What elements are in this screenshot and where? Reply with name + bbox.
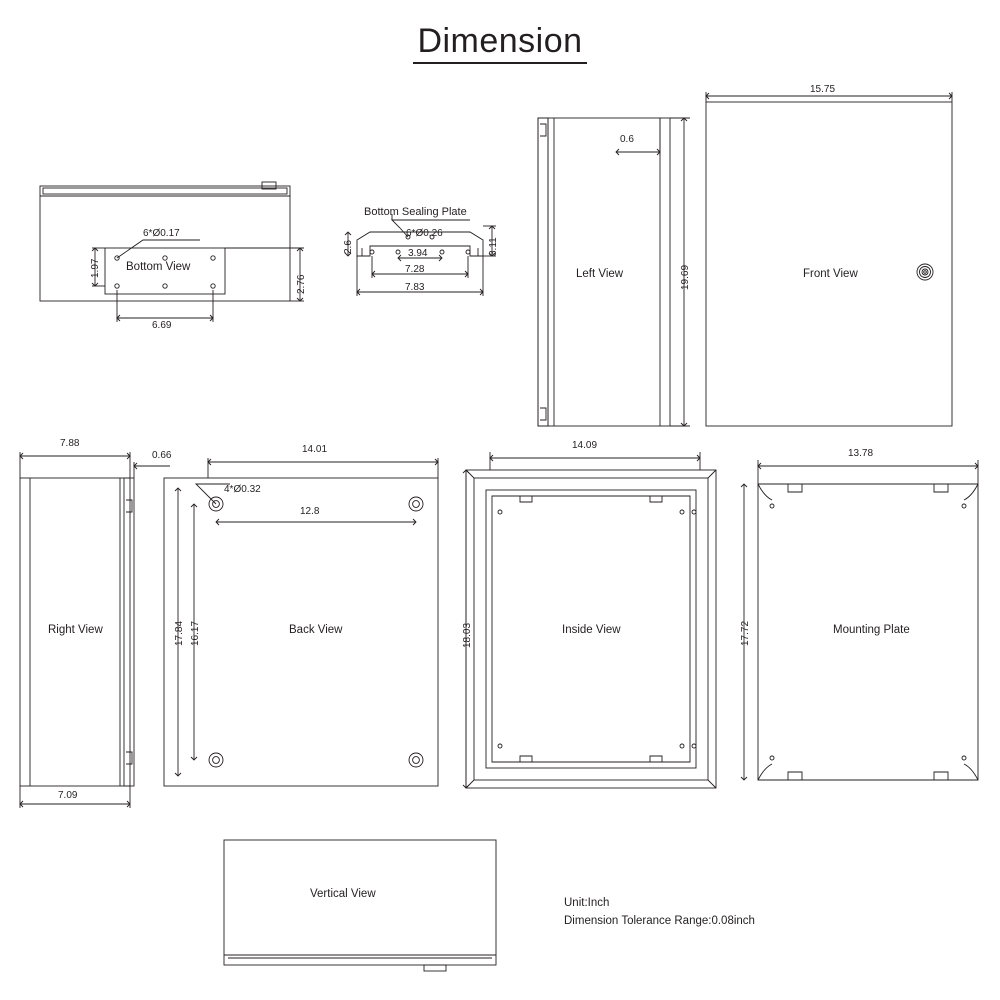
dim-back-1784: 17.84 <box>174 620 185 646</box>
dim-sealing-783: 7.83 <box>405 282 425 293</box>
dim-sealing-394: 3.94 <box>408 248 428 259</box>
dim-mounting-1772: 17.72 <box>740 620 751 646</box>
dim-bottom-6x017: 6*Ø0.17 <box>143 228 180 239</box>
dim-back-128: 12.8 <box>300 506 320 517</box>
vertical-view-label: Vertical View <box>310 888 376 900</box>
tolerance-note: Dimension Tolerance Range:0.08inch <box>564 915 755 927</box>
vertical-view-geometry <box>224 840 496 971</box>
dim-left-1969: 19.69 <box>680 264 691 290</box>
dim-bottom-669: 6.69 <box>152 320 172 331</box>
back-view-label: Back View <box>289 624 343 636</box>
bottom-sealing-plate-label: Bottom Sealing Plate <box>364 206 467 218</box>
dim-bottom-276: 2.76 <box>296 274 307 294</box>
inside-view-label: Inside View <box>562 624 621 636</box>
dim-sealing-311: 3.11 <box>488 237 499 256</box>
dim-sealing-26: 2.6 <box>343 240 354 254</box>
dim-mounting-1378: 13.78 <box>848 448 874 459</box>
dim-right-788: 7.88 <box>60 438 80 449</box>
dim-right-709: 7.09 <box>58 790 78 801</box>
mounting-plate-label: Mounting Plate <box>833 624 910 636</box>
inside-view-geometry <box>463 452 716 788</box>
left-view-label: Left View <box>576 268 624 280</box>
drawing-notes <box>564 894 755 930</box>
front-view-label: Front View <box>803 268 858 280</box>
mounting-plate-geometry <box>741 460 978 780</box>
dim-left-06: 0.6 <box>620 134 634 145</box>
front-view-geometry <box>706 92 952 426</box>
page-title-text: Dimension <box>413 22 586 64</box>
bottom-view-geometry <box>40 182 304 322</box>
dim-inside-1803: 18.03 <box>462 622 473 648</box>
dim-sealing-6x026: 6*Ø0.26 <box>406 228 443 239</box>
dim-inside-1409: 14.09 <box>572 440 598 451</box>
dim-sealing-728: 7.28 <box>405 264 425 275</box>
dim-back-1401: 14.01 <box>302 444 328 455</box>
dim-back-4x032: 4*Ø0.32 <box>224 484 261 495</box>
dim-back-1617: 16.17 <box>190 620 201 646</box>
dim-front-1575: 15.75 <box>810 84 836 95</box>
bottom-view-label: Bottom View <box>126 261 191 273</box>
dim-bottom-197: 1.97 <box>90 258 101 278</box>
units-note: Unit:Inch <box>564 897 610 909</box>
dim-right-066: 0.66 <box>152 450 172 461</box>
right-view-label: Right View <box>48 624 103 636</box>
